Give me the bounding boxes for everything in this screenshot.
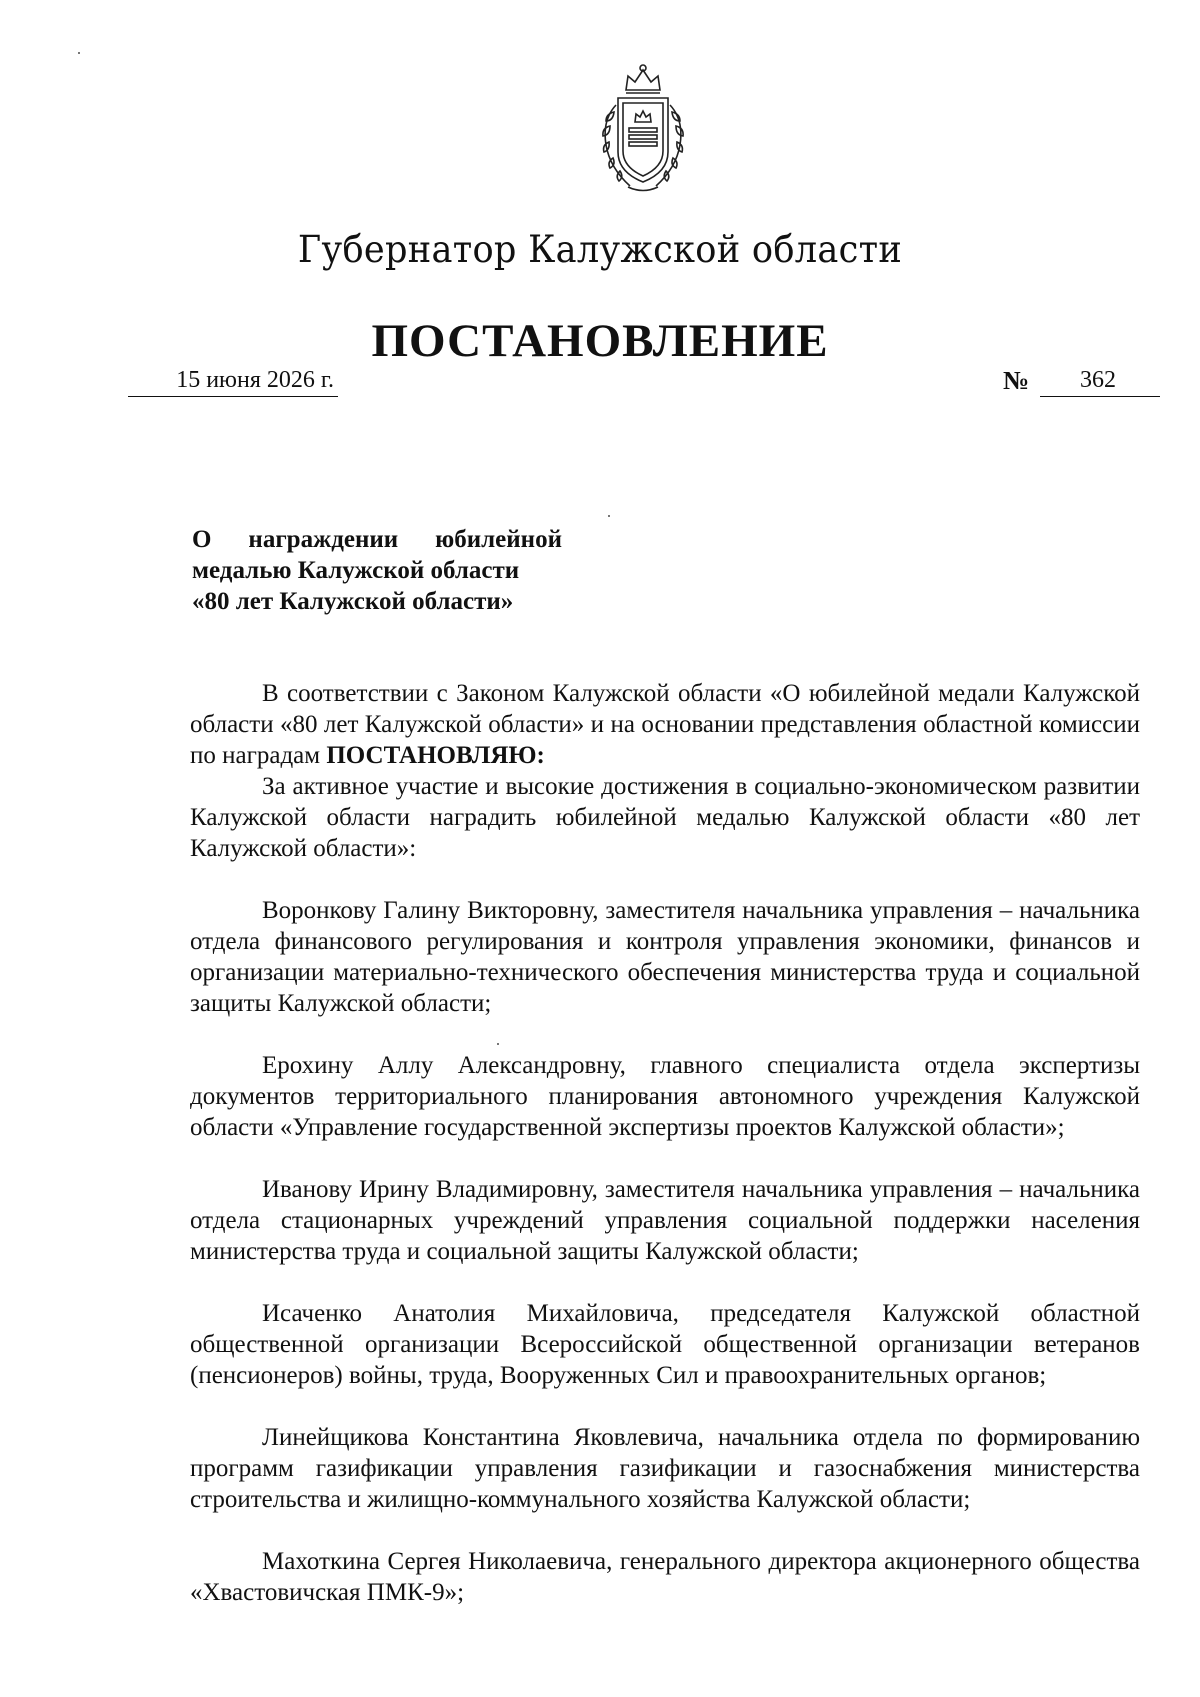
scan-speck: [78, 52, 80, 54]
awardee-paragraph: Махоткина Сергея Николаевича, генерального директора акционерного общества «Хвастовичская ПМК-9»;: [190, 1548, 1140, 1606]
subject-line: О награждении юбилейной: [192, 526, 562, 553]
subject-line: медалью Калужской области: [192, 557, 520, 584]
number-label: №: [1003, 366, 1030, 395]
scan-speck: [608, 515, 610, 517]
scan-speck: [497, 1043, 499, 1045]
document-date: 15 июня 2026 г.: [176, 367, 334, 393]
intro-paragraph: За активное участие и высокие достижения в социально-экономическом развитии Калужской области наградить юбилейной медалью Калужской области «80 лет Калужской области»:: [190, 773, 1140, 862]
document-type-title: ПОСТАНОВЛЕНИЕ: [371, 315, 829, 367]
awardee-paragraph: Иванову Ирину Владимировну, заместителя начальника управления – начальника отдела стационарных учреждений управления социальной поддержки населения министерства труда и социальной защиты Калужской области;: [190, 1176, 1140, 1265]
awardee-paragraph: Воронкову Галину Викторовну, заместителя начальника управления – начальника отдела финансового регулирования и контроля управления экономики, финансов и организации материально-технического обеспечения министерства труда и социальной защиты Калужской области;: [190, 897, 1140, 1017]
awardee-paragraph: Исаченко Анатолия Михайловича, председателя Калужской областной общественной организации Всероссийской общественной организации ветеранов (пенсионеров) войны, труда, Вооруженных Сил и правоохранительных органов;: [190, 1300, 1140, 1389]
awardee-paragraph: Ерохину Аллу Александровну, главного специалиста отдела экспертизы документов территориального планирования автономного учреждения Калужской области «Управление государственной экспертизы проектов Калужской области»;: [190, 1052, 1140, 1141]
preamble-text: В соответствии с Законом Калужской области «О юбилейной медали Калужской области «80 лет Калужской области» и на основании представления областной комиссии по наградам: [190, 680, 1140, 769]
coat-of-arms-icon: [588, 60, 698, 200]
document-subject: [192, 524, 562, 617]
subject-line: «80 лет Калужской области»: [192, 588, 514, 615]
document-body: [190, 678, 1140, 1608]
issuing-authority: Губернатор Калужской области: [297, 228, 903, 271]
resolve-word: ПОСТАНОВЛЯЮ:: [326, 742, 545, 769]
preamble-paragraph: [190, 678, 1140, 771]
document-number: 362: [1080, 367, 1116, 393]
number-field: [1040, 366, 1160, 397]
awardee-paragraph: Линейщикова Константина Яковлевича, начальника отдела по формированию программ газификации управления газификации и газоснабжения министерства строительства и жилищно-коммунального хозяйства Калужской области;: [190, 1424, 1140, 1513]
date-field: [128, 366, 338, 397]
